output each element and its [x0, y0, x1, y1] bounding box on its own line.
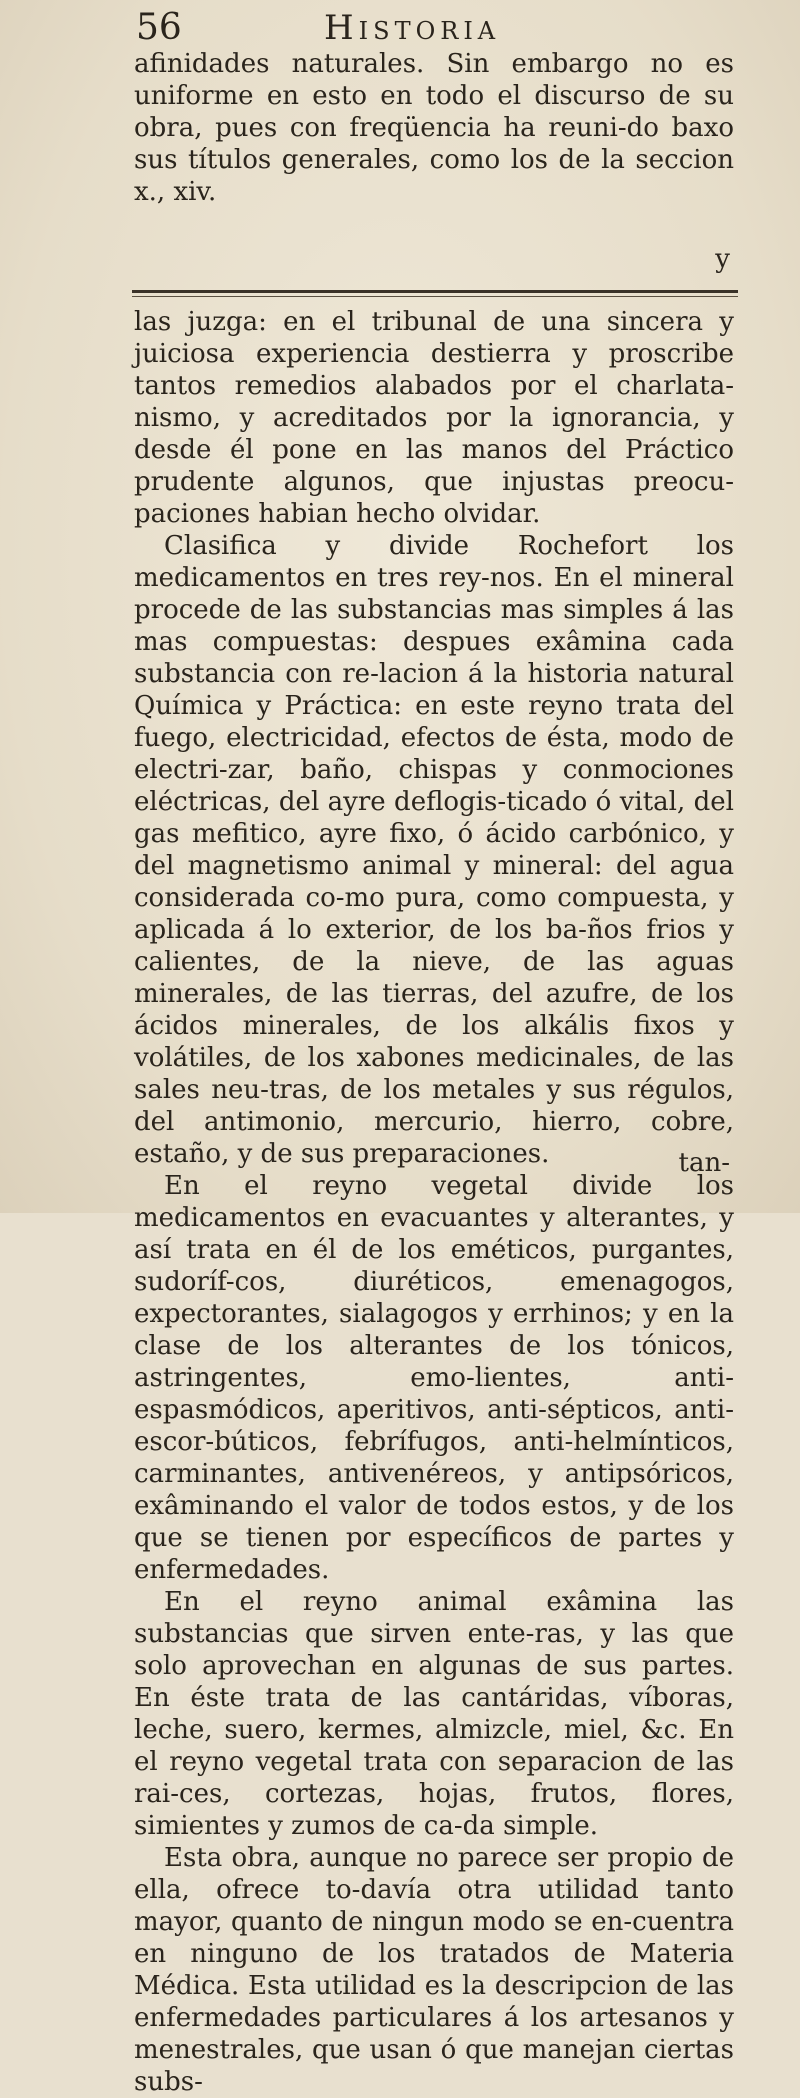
main-text-block [134, 306, 734, 2098]
catchword-top: y [715, 244, 730, 274]
top-text-block [134, 48, 734, 208]
section-divider-thin [132, 296, 738, 297]
paragraph: las juzga: en el tribunal de una sincera y juiciosa experiencia destierra y proscribe tantos remedios alabados por el charlata-nismo, y acreditados por la ignorancia, y desde él pone en las manos del Práctico prudente algunos, que injustas preocu-paciones habian hecho olvidar. [134, 307, 734, 529]
paragraph: En el reyno vegetal divide los medicamentos en evacuantes y alterantes, y así trata en él de los eméticos, purgantes, sudoríf-cos, diuréticos, emenagogos, expectorantes, sialagogos y errhinos; y en la clase de los alterantes de los tónicos, astringentes, emo-lientes, anti-espasmódicos, aperitivos, anti-sépticos, anti-escor-búticos, febrífugos, anti-helmínticos, carminantes, antivenéreos, y antipsóricos, exâminando el valor de todos estos, y de los que se tienen por específicos de partes y enfermedades. [134, 1171, 734, 1585]
paragraph: Clasifica y divide Rochefort los medicamentos en tres rey-nos. En el mineral procede de las substancias mas simples á las mas compuestas: despues exâmina cada substancia con re-lacion á la historia natural Química y Práctica: en este reyno trata del fuego, electricidad, efectos de ésta, modo de electri-zar, baño, chispas y conmociones eléctricas, del ayre deflogis-ticado ó vital, del gas mefitico, ayre fixo, ó ácido carbónico, y del magnetismo animal y mineral: del agua considerada co-mo pura, como compuesta, y aplicada á lo exterior, de los ba-ños frios y calientes, de la nieve, de las aguas minerales, de las tierras, del azufre, de los ácidos minerales, de los alkális fixos y volátiles, de los xabones medicinales, de las sales neu-tras, de los metales y sus régulos, del antimonio, mercurio, hierro, cobre, estaño, y de sus preparaciones. [134, 531, 734, 1169]
top-paragraph: afinidades naturales. Sin embargo no es uniforme en esto en todo el discurso de su obra, pues con freqüencia ha reuni-do baxo sus títulos generales, como los de la seccion x., xiv. [134, 49, 734, 207]
catchword-bottom: tan- [678, 1148, 730, 1178]
paragraph: Esta obra, aunque no parece ser propio de ella, ofrece to-davía otra utilidad tanto mayor, quanto de ningun modo se en-cuentra en ninguno de los tratados de Materia Médica. Esta utilidad es la descripcion de las enfermedades particulares á los artesanos y menestrales, que usan ó que manejan ciertas subs- [134, 1843, 734, 2097]
paragraph: En el reyno animal exâmina las substancias que sirven ente-ras, y las que solo aprovechan en algunas de sus partes. En éste trata de las cantáridas, víboras, leche, suero, kermes, almizcle, miel, &c. En el reyno vegetal trata con separacion de las rai-ces, cortezas, hojas, frutos, flores, simientes y zumos de ca-da simple. [134, 1587, 734, 1841]
section-divider [132, 290, 738, 293]
running-head: Historia [324, 8, 501, 48]
page-number: 56 [136, 7, 182, 48]
page-header [0, 8, 800, 48]
